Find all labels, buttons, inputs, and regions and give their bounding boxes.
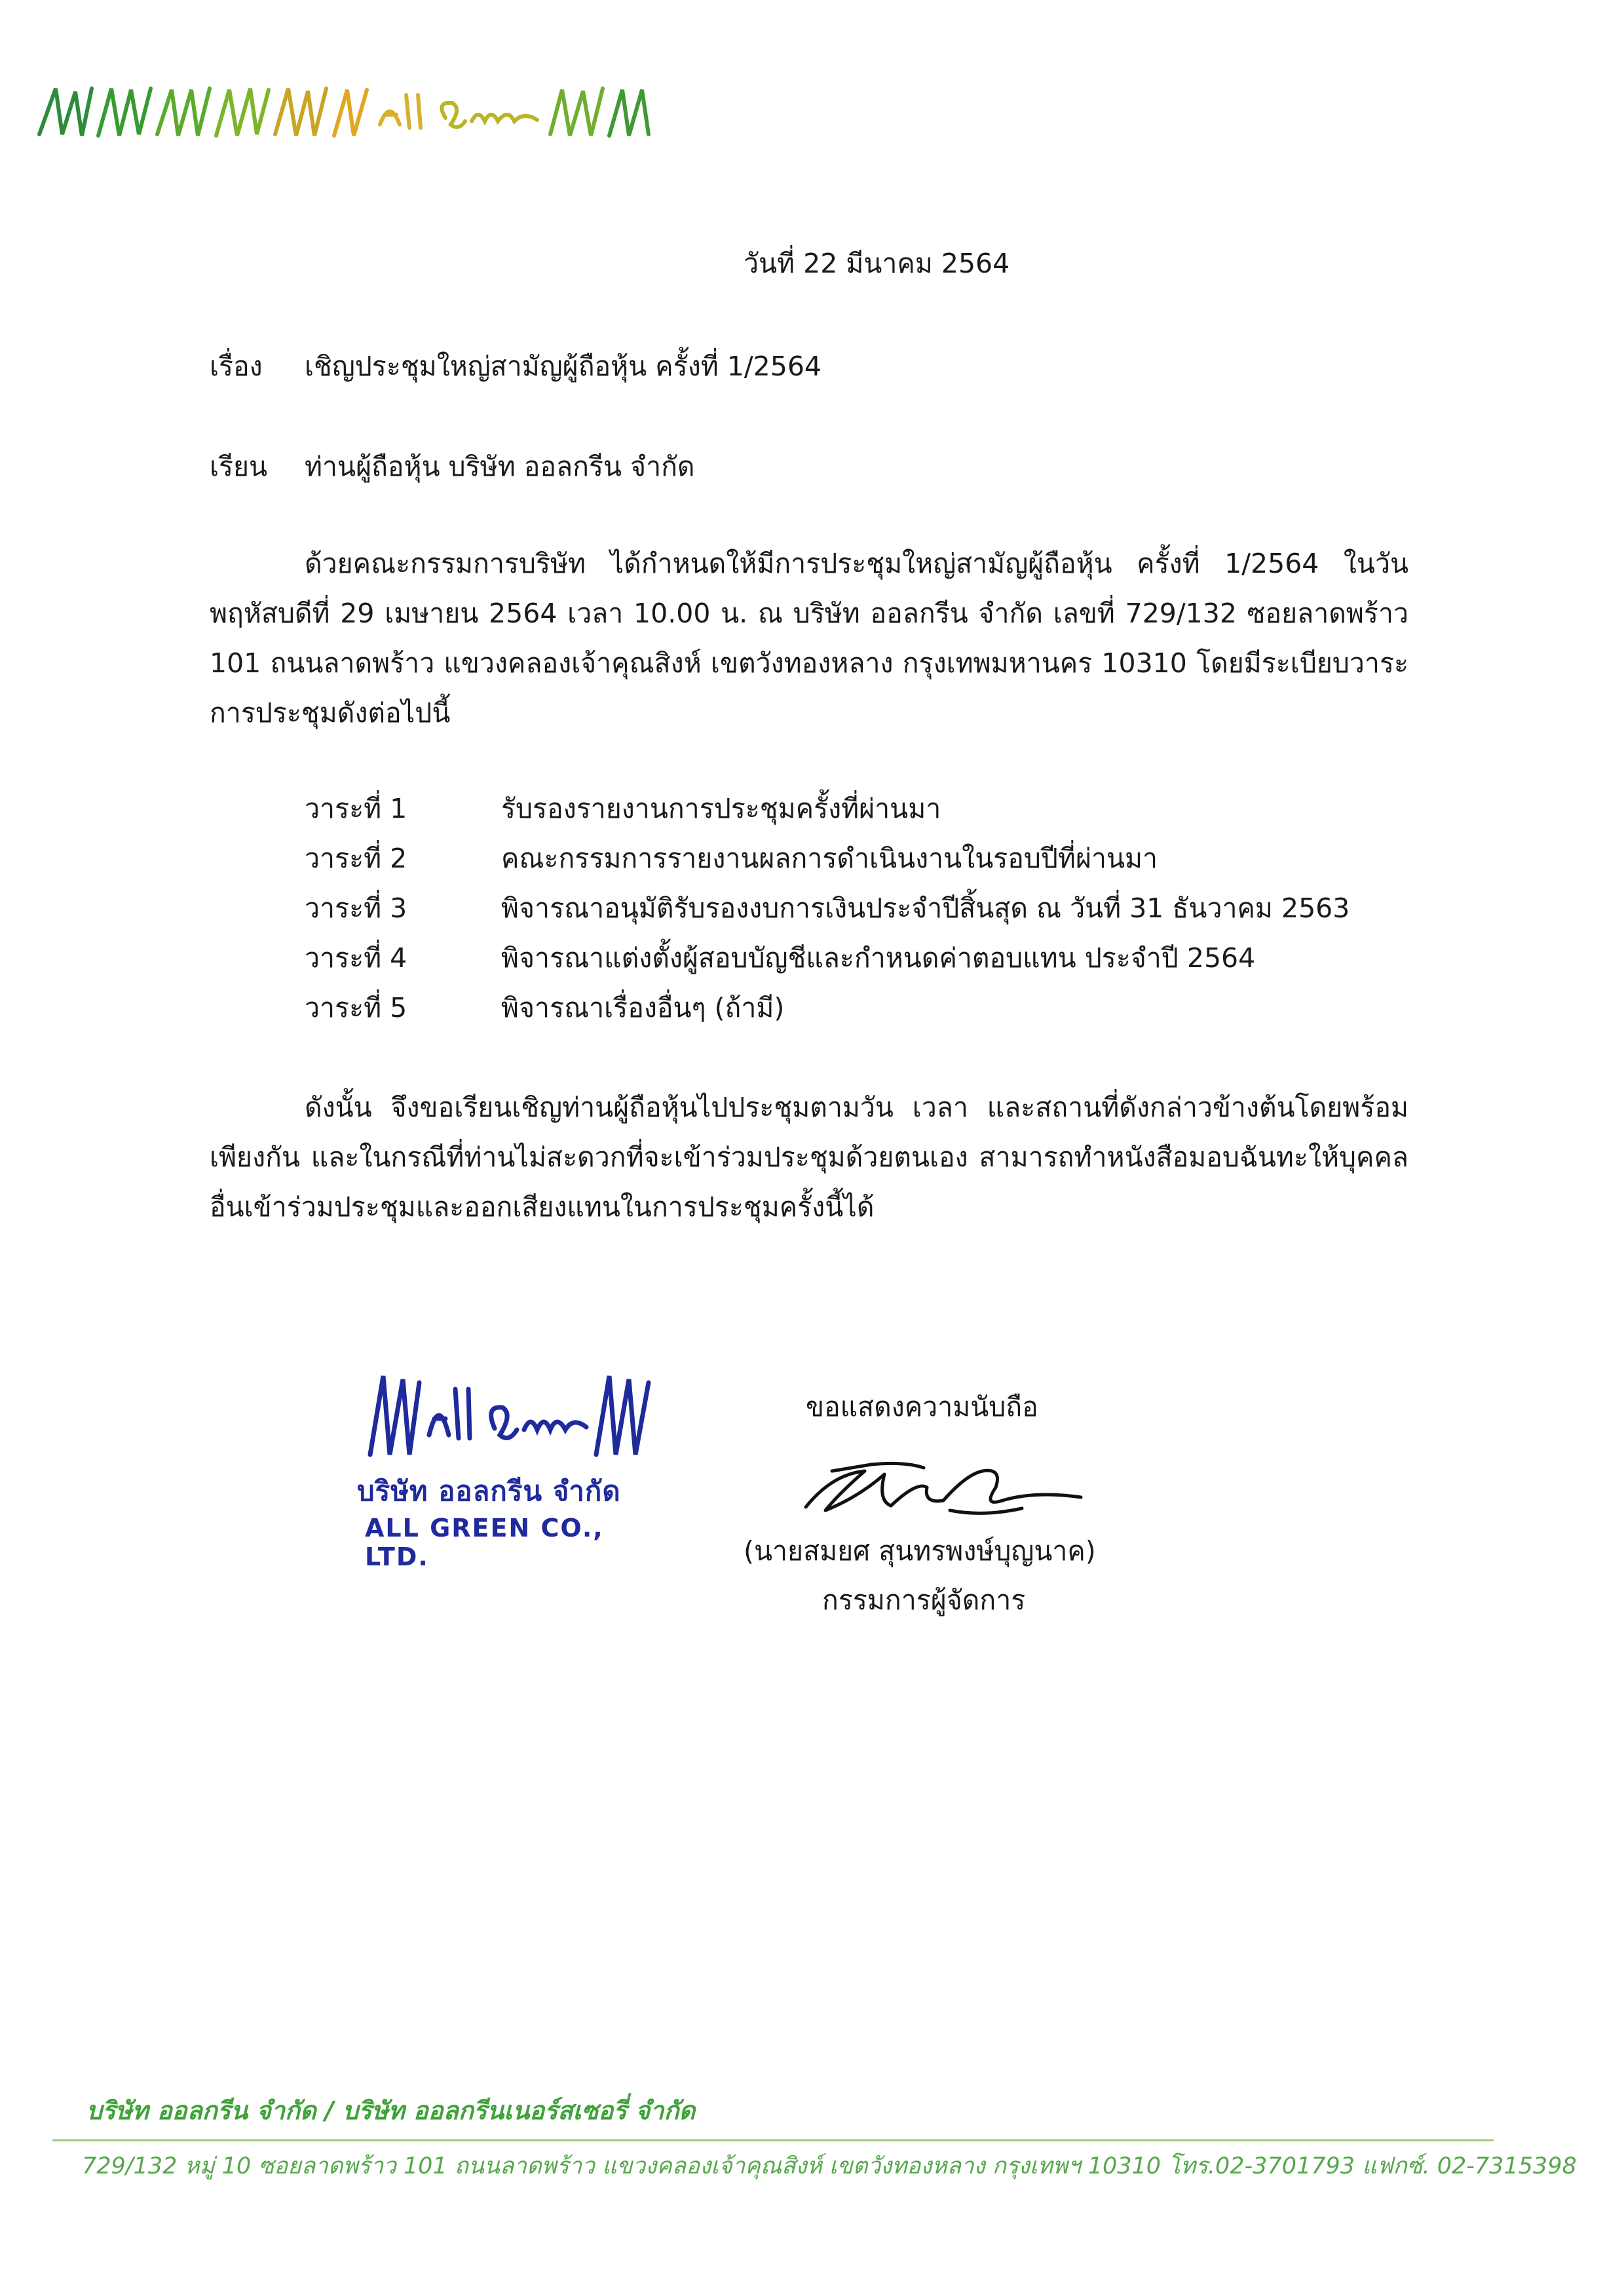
agenda-number: วาระที่ 2	[305, 842, 407, 874]
agenda-item	[305, 883, 1418, 933]
closing-paragraph: ดังนั้น จึงขอเรียนเชิญท่านผู้ถือหุ้นไปประชุมตามวัน เวลา และสถานที่ดังกล่าวข้างต้นโดยพร้อมเพียงกัน และในกรณีที่ท่านไม่สะดวกที่จะเข้าร่วมประชุมด้วยตนเอง สามารถทำหนังสือมอบฉันทะให้บุคคลอื่นเข้าร่วมประชุมและออกเสียงแทนในการประชุมครั้งนี้ได้	[210, 1092, 1408, 1223]
agenda-number: วาระที่ 1	[305, 792, 407, 824]
stamp-company-english: ALL GREEN CO., LTD.	[365, 1514, 604, 1571]
agenda-number: วาระที่ 4	[305, 942, 407, 974]
agenda-text: พิจารณาแต่งตั้งผู้สอบบัญชีและกำหนดค่าตอบแทน ประจำปี 2564	[501, 942, 1256, 974]
company-stamp	[357, 1356, 665, 1571]
signer-name: (นายสมยศ สุนทรพงษ์บุญนาค)	[744, 1535, 1096, 1567]
letterhead-logo	[26, 62, 681, 154]
agenda-item	[305, 784, 1418, 833]
letter-date: วันที่ 22 มีนาคม 2564	[744, 248, 1010, 279]
agenda-text: รับรองรายงานการประชุมครั้งที่ผ่านมา	[501, 792, 941, 824]
signer-position: กรรมการผู้จัดการ	[822, 1584, 1026, 1616]
agenda-text: พิจารณาเรื่องอื่นๆ (ถ้ามี)	[501, 991, 785, 1024]
agenda-item	[305, 933, 1418, 983]
agenda-item	[305, 983, 1418, 1033]
agenda-text: พิจารณาอนุมัติรับรองงบการเงินประจำปีสิ้นสุด ณ วันที่ 31 ธันวาคม 2563	[501, 892, 1350, 924]
agenda-text: คณะกรรมการรายงานผลการดำเนินงานในรอบปีที่ผ่านมา	[501, 842, 1158, 874]
recipient-text: ท่านผู้ถือหุ้น บริษัท ออลกรีน จำกัด	[305, 451, 695, 482]
footer-address: 729/132 หมู่ 10 ซอยลาดพร้าว 101 ถนนลาดพร้าว แขวงคลองเจ้าคุณสิงห์ เขตวังทองหลาง กรุงเทพฯ 10310 โทร.02-3701793 แฟกซ์. 02-7315398	[82, 2153, 1577, 2179]
agenda-list	[305, 784, 1418, 1033]
recipient-label: เรียน	[210, 451, 268, 482]
subject-text: เชิญประชุมใหญ่สามัญผู้ถือหุ้น ครั้งที่ 1/2564	[305, 351, 822, 382]
intro-paragraph: ด้วยคณะกรรมการบริษัท ได้กำหนดให้มีการประชุมใหญ่สามัญผู้ถือหุ้น ครั้งที่ 1/2564 ในวันพฤหัสบดีที่ 29 เมษายน 2564 เวลา 10.00 น. ณ บริษัท ออลกรีน จำกัด เลขที่ 729/132 ซอยลาดพร้าว 101 ถนนลาดพร้าว แขวงคลองเจ้าคุณสิงห์ เขตวังทองหลาง กรุงเทพมหานคร 10310 โดยมีระเบียบวาระการประชุมดังต่อไปนี้	[210, 548, 1408, 729]
agenda-number: วาระที่ 3	[305, 892, 407, 924]
agenda-item	[305, 833, 1418, 883]
agenda-number: วาระที่ 5	[305, 991, 407, 1024]
stamp-company-thai: บริษัท ออลกรีน จำกัด	[357, 1475, 621, 1507]
footer-divider	[52, 2139, 1494, 2141]
handwritten-signature-icon	[786, 1435, 1087, 1533]
stamp-logo-icon	[357, 1356, 665, 1468]
subject-label: เรื่อง	[210, 351, 263, 382]
closing-phrase: ขอแสดงความนับถือ	[806, 1391, 1038, 1423]
all-green-logo-icon	[26, 62, 681, 154]
footer-company-names: บริษัท ออลกรีน จำกัด / บริษัท ออลกรีนเนอร์สเซอรี่ จำกัด	[86, 2096, 696, 2125]
signature	[786, 1435, 1087, 1533]
